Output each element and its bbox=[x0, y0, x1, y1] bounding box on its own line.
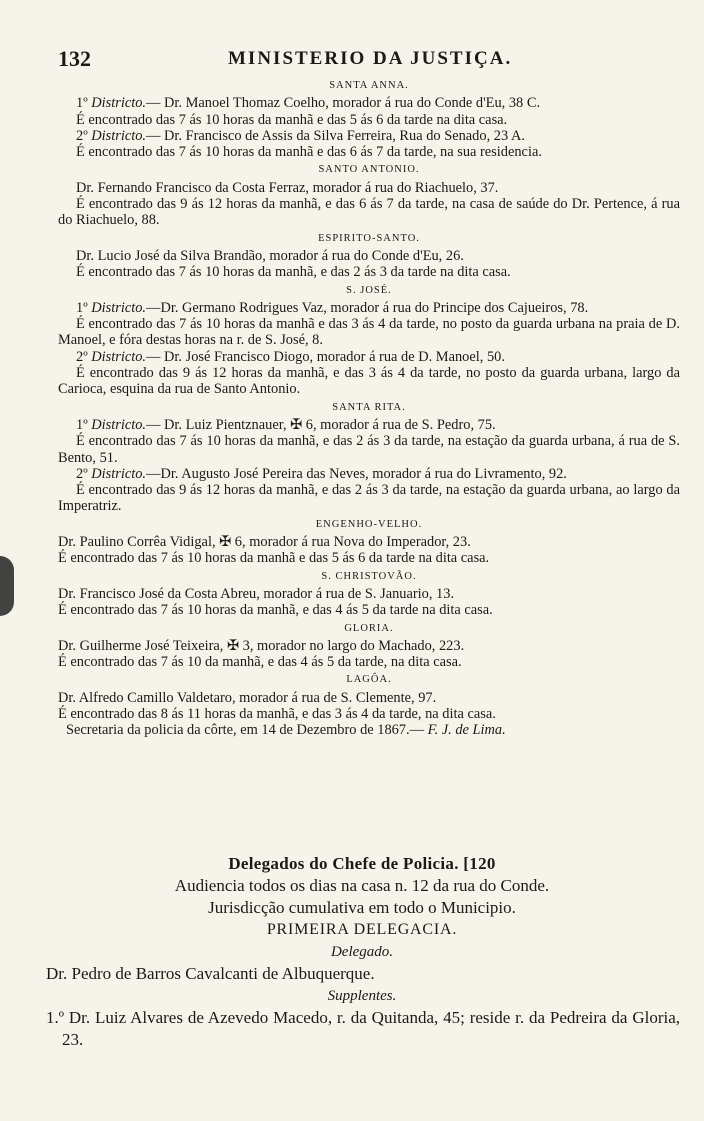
district-heading: S. JOSÉ. bbox=[346, 284, 392, 296]
entry-paragraph: É encontrado das 7 ás 10 horas da manhã e das 6 ás 7 da tarde, na sua residencia. bbox=[76, 144, 542, 161]
entry-paragraph: É encontrado das 9 ás 12 horas da manhã, e das 2 ás 3 da tarde, na estação da guarda urbana, ao largo da Imperatriz. bbox=[58, 482, 680, 515]
entry-paragraph: É encontrado das 7 ás 10 horas da manhã e das 5 ás 6 da tarde na dita casa. bbox=[58, 550, 490, 567]
district-heading: S. CHRISTOVÃO. bbox=[321, 570, 417, 582]
entry-paragraph: É encontrado das 7 ás 10 horas da manhã e das 5 ás 6 da tarde na dita casa. bbox=[76, 111, 508, 128]
running-title: MINISTERIO DA JUSTIÇA. bbox=[228, 48, 513, 69]
entry-paragraph: Dr. Fernando Francisco da Costa Ferraz, morador á rua do Riachuelo, 37. bbox=[76, 179, 499, 196]
entry-paragraph: Dr. Alfredo Camillo Valdetaro, morador á rua de S. Clemente, 97. bbox=[58, 689, 437, 706]
district-heading: ENGENHO-VELHO. bbox=[315, 518, 423, 530]
district-heading: GLORIA. bbox=[344, 622, 394, 634]
delegados-section bbox=[44, 853, 680, 1051]
entry-paragraph: É encontrado das 7 ás 10 horas da manhã, e das 2 ás 3 da tarde na dita casa. bbox=[76, 264, 511, 281]
entry-paragraph: 2º Districto.—Dr. Augusto José Pereira das Neves, morador á rua do Livramento, 92. bbox=[76, 465, 567, 482]
audiencia-line: Audiencia todos os dias na casa n. 12 da rua do Conde. bbox=[174, 876, 550, 895]
entry-paragraph: 2º Districto.— Dr. Francisco de Assis da Silva Ferreira, Rua do Senado, 23 A. bbox=[76, 127, 525, 144]
entry-paragraph: 1º Districto.— Dr. Luiz Pientznauer, ✠ 6, morador á rua de S. Pedro, 75. bbox=[76, 416, 496, 433]
delegado-name: Dr. Pedro de Barros Cavalcanti de Albuquerque. bbox=[46, 964, 375, 983]
entry-paragraph: É encontrado das 7 ás 10 da manhã, e das 4 ás 5 da tarde, na dita casa. bbox=[58, 654, 462, 671]
supplente-entry: 1.º Dr. Luiz Alvares de Azevedo Macedo, r. da Quitanda, 45; reside r. da Pedreira da Gloria, 23. bbox=[46, 1008, 680, 1049]
entry-paragraph: Dr. Guilherme José Teixeira, ✠ 3, morador no largo do Machado, 223. bbox=[58, 637, 465, 654]
entry-paragraph: Dr. Paulino Corrêa Vidigal, ✠ 6, morador á rua Nova do Imperador, 23. bbox=[58, 534, 471, 551]
entry-paragraph: 2º Districto.— Dr. José Francisco Diogo, morador á rua de D. Manoel, 50. bbox=[76, 348, 505, 365]
section-title: Delegados do Chefe de Policia. [120 bbox=[228, 854, 496, 873]
entry-paragraph: Dr. Francisco José da Costa Abreu, morador á rua de S. Januario, 13. bbox=[58, 585, 455, 602]
entry-paragraph: É encontrado das 9 ás 12 horas da manhã, e das 3 ás 4 da tarde, no posto da guarda urbana, largo da Carioca, esquina da rua de Santo Antonio. bbox=[58, 365, 680, 398]
district-heading: SANTA ANNA. bbox=[329, 80, 409, 91]
entry-paragraph: É encontrado das 8 ás 11 horas da manhã, e das 3 ás 4 da tarde, na dita casa. bbox=[58, 705, 496, 722]
signature-name: F. J. de Lima. bbox=[427, 722, 506, 739]
entry-paragraph: É encontrado das 9 ás 12 horas da manhã, e das 6 ás 7 da tarde, na casa de saúde do Dr. Pertence, á rua do Riachuelo, 88. bbox=[58, 196, 680, 229]
entry-paragraph: É encontrado das 7 ás 10 horas da manhã e das 3 ás 4 da tarde, no posto da guarda urbana na praia de D. Manoel, e fóra destas horas na r. de S. José, 8. bbox=[58, 316, 680, 349]
supplentes-label: Supplentes. bbox=[327, 988, 397, 1004]
district-listing bbox=[58, 76, 680, 739]
delegado-label: Delegado. bbox=[330, 944, 394, 960]
signature-line: Secretaria da policia da côrte, em 14 de Dezembro de 1867.— F. J. de Lima. bbox=[66, 722, 506, 739]
delegacia-heading: PRIMEIRA DELEGACIA. bbox=[266, 921, 458, 938]
page-edge-smudge bbox=[0, 556, 14, 616]
entry-paragraph: Dr. Lucio José da Silva Brandão, morador á rua do Conde d'Eu, 26. bbox=[76, 247, 464, 264]
entry-paragraph: É encontrado das 7 ás 10 horas da manhã, e das 4 ás 5 da tarde na dita casa. bbox=[58, 602, 493, 619]
district-heading: SANTO ANTONIO. bbox=[318, 164, 420, 176]
page-number: 132 bbox=[58, 46, 91, 71]
district-heading: ESPIRITO-SANTO. bbox=[318, 232, 420, 244]
district-heading: SANTA RITA. bbox=[332, 401, 406, 413]
entry-paragraph: 1º Districto.—Dr. Germano Rodrigues Vaz, morador á rua do Principe dos Cajueiros, 78. bbox=[76, 299, 589, 316]
entry-paragraph: 1º Districto.— Dr. Manoel Thomaz Coelho, morador á rua do Conde d'Eu, 38 C. bbox=[76, 95, 541, 112]
entry-paragraph: É encontrado das 7 ás 10 horas da manhã, e das 2 ás 3 da tarde, na estação da guarda urbana, á rua de S. Bento, 51. bbox=[58, 433, 680, 466]
jurisdiccao-line: Jurisdicção cumulativa em todo o Municipio. bbox=[208, 898, 516, 917]
district-heading: LAGÔA. bbox=[346, 674, 392, 686]
page-header bbox=[58, 46, 678, 72]
